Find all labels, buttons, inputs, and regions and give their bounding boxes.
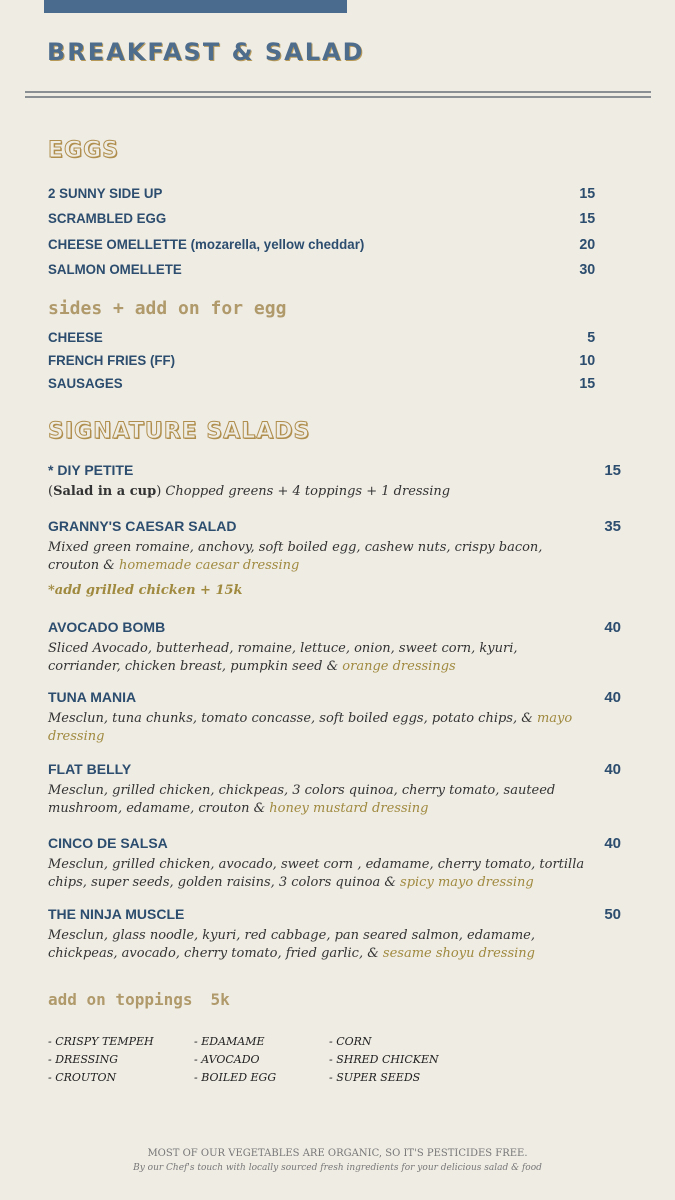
item-name: CHEESE xyxy=(48,329,103,345)
divider xyxy=(25,91,651,93)
item-price: 50 xyxy=(604,906,621,923)
sides-title: sides + add on for egg xyxy=(48,298,287,319)
menu-row xyxy=(48,261,595,278)
topping-item: - SUPER SEEDS xyxy=(329,1071,421,1084)
item-name: SALMON OMELLETE xyxy=(48,261,182,277)
salad-item xyxy=(48,462,624,501)
desc-bold: Salad in a cup xyxy=(53,484,157,499)
dressing-text: mayo dressing xyxy=(48,711,573,744)
item-price: 15 xyxy=(579,210,596,227)
item-name: SAUSAGES xyxy=(48,375,123,391)
item-price: 40 xyxy=(604,689,621,706)
item-price: 20 xyxy=(579,236,596,253)
item-name: * DIY PETITE xyxy=(48,462,134,478)
menu-row xyxy=(48,236,595,253)
dressing-text: spicy mayo dressing xyxy=(400,875,534,890)
item-name: 2 SUNNY SIDE UP xyxy=(48,185,163,201)
item-description xyxy=(48,782,588,818)
menu-row xyxy=(48,185,595,202)
dressing-text: sesame shoyu dressing xyxy=(382,946,536,961)
section-title-salads: SIGNATURE SALADS xyxy=(48,419,311,444)
topping-item: - CRISPY TEMPEH xyxy=(48,1035,154,1048)
item-price: 40 xyxy=(604,835,621,852)
item-name: FRENCH FRIES (FF) xyxy=(48,352,176,368)
item-name: SCRAMBLED EGG xyxy=(48,210,167,226)
top-accent-bar xyxy=(44,0,347,13)
footer-line-2: By our Chef's touch with locally sourced fresh ingredients for your delicious salad & food xyxy=(133,1163,542,1173)
item-name: GRANNY'S CAESAR SALAD xyxy=(48,518,237,534)
desc-text: Mesclun, glass noodle, kyuri, red cabbage, pan seared salmon, edamame, chickpeas, avocado, cherry tomato, fried garlic, & xyxy=(48,928,536,961)
item-price: 40 xyxy=(604,619,621,636)
desc-text: Sliced Avocado, butterhead, romaine, lettuce, onion, sweet corn, kyuri, corriander, chicken breast, pumpkin seed & xyxy=(48,641,518,674)
item-price: 5 xyxy=(587,329,596,346)
item-description xyxy=(48,640,588,676)
salad-item xyxy=(48,619,624,676)
paren-close: ) xyxy=(156,484,162,499)
topping-item: - AVOCADO xyxy=(194,1053,260,1066)
dressing-text: honey mustard dressing xyxy=(269,801,429,816)
caesar-addon-note: *add grilled chicken + 15k xyxy=(48,583,243,598)
salad-item xyxy=(48,761,624,818)
item-price: 15 xyxy=(604,462,621,479)
section-title-eggs: EGGS xyxy=(48,138,119,163)
salad-item xyxy=(48,689,624,746)
item-description xyxy=(48,483,588,501)
menu-row xyxy=(48,210,595,227)
item-name: TUNA MANIA xyxy=(48,689,137,705)
item-price: 30 xyxy=(579,261,596,278)
item-description xyxy=(48,856,588,892)
item-description xyxy=(48,710,588,746)
desc-text: Mesclun, grilled chicken, avocado, sweet corn , edamame, cherry tomato, tortilla chips, super seeds, golden raisins, 3 colors quinoa & xyxy=(48,857,585,890)
dressing-text: homemade caesar dressing xyxy=(118,558,300,573)
divider xyxy=(25,96,651,98)
item-description xyxy=(48,539,588,575)
topping-item: - DRESSING xyxy=(48,1053,118,1066)
item-name: THE NINJA MUSCLE xyxy=(48,906,185,922)
topping-item: - SHRED CHICKEN xyxy=(329,1053,439,1066)
dressing-text: orange dressings xyxy=(342,659,456,674)
item-description xyxy=(48,927,588,963)
topping-item: - BOILED EGG xyxy=(194,1071,277,1084)
toppings-price: 5k xyxy=(210,990,230,1009)
topping-item: - CORN xyxy=(329,1035,372,1048)
toppings-label: add on toppings xyxy=(48,990,193,1009)
topping-item: - CROUTON xyxy=(48,1071,117,1084)
salad-item xyxy=(48,518,624,575)
desc-text: Chopped greens + 4 toppings + 1 dressing xyxy=(161,484,451,499)
item-price: 15 xyxy=(579,375,596,392)
menu-row xyxy=(48,375,595,392)
menu-row xyxy=(48,352,595,369)
toppings-title xyxy=(48,990,230,1009)
item-name: CHEESE OMELLETTE (mozarella, yellow cheddar) xyxy=(48,236,365,252)
desc-text: Mesclun, grilled chicken, chickpeas, 3 colors quinoa, cherry tomato, sauteed mushroom, edamame, crouton & xyxy=(48,783,556,816)
salad-item xyxy=(48,906,624,963)
page-title: BREAKFAST & SALAD xyxy=(47,38,365,66)
desc-text: Mesclun, tuna chunks, tomato concasse, soft boiled eggs, potato chips, & xyxy=(48,711,537,726)
item-name: CINCO DE SALSA xyxy=(48,835,168,851)
paren-open: ( xyxy=(48,484,54,499)
item-name: FLAT BELLY xyxy=(48,761,132,777)
item-price: 35 xyxy=(604,518,621,535)
item-price: 10 xyxy=(579,352,596,369)
item-name: AVOCADO BOMB xyxy=(48,619,166,635)
topping-item: - EDAMAME xyxy=(194,1035,265,1048)
item-price: 40 xyxy=(604,761,621,778)
desc-text: Mixed green romaine, anchovy, soft boiled egg, cashew nuts, crispy bacon, crouton & xyxy=(48,540,543,573)
footer-line-1: MOST OF OUR VEGETABLES ARE ORGANIC, SO IT'S PESTICIDES FREE. xyxy=(147,1148,528,1159)
menu-row xyxy=(48,329,595,346)
item-price: 15 xyxy=(579,185,596,202)
salad-item xyxy=(48,835,624,892)
